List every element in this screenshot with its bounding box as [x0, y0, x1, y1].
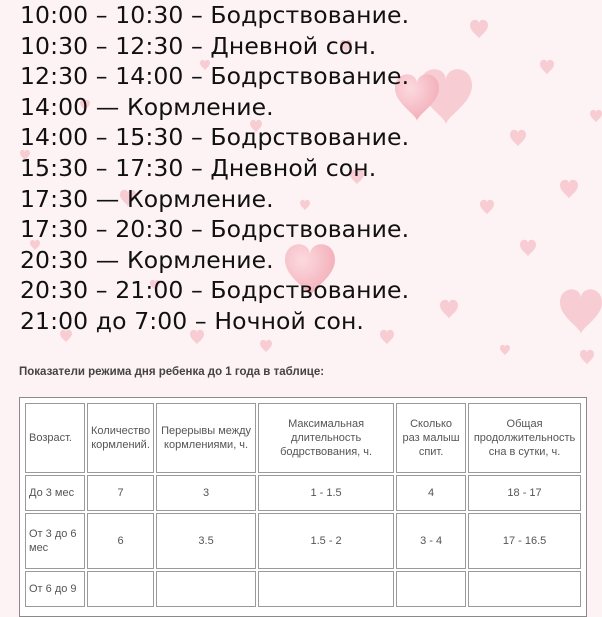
- schedule-line: 10:30 – 12:30 – Дневной сон.: [20, 31, 377, 60]
- table-cell: 18 - 17: [468, 475, 581, 511]
- header-cell: Общая продолжительность сна в сутки, ч.: [468, 403, 581, 473]
- header-cell: Сколько раз малыш спит.: [396, 403, 466, 473]
- table-cell: От 3 до 6 мес: [25, 513, 85, 569]
- schedule-line: 14:00 — Кормление.: [20, 92, 274, 121]
- table-cell: 3.5: [156, 513, 256, 569]
- table-cell: [87, 571, 154, 607]
- table-row: [25, 513, 581, 569]
- table-cell: 4: [396, 475, 466, 511]
- schedule-line: 17:30 – 20:30 – Бодрствование.: [20, 215, 410, 244]
- table-row: [25, 475, 581, 511]
- table-caption: Показатели режима дня ребенка до 1 года в таблице:: [19, 366, 325, 378]
- schedule-table-container: [19, 397, 587, 617]
- table-row: [25, 571, 581, 607]
- schedule-line: 14:00 – 15:30 – Бодрствование.: [20, 123, 410, 152]
- schedule-line: 12:30 – 14:00 – Бодрствование.: [20, 62, 410, 91]
- table-cell: 3: [156, 475, 256, 511]
- table-cell: [468, 571, 581, 607]
- table-cell: До 3 мес: [25, 475, 85, 511]
- header-cell: Перерывы между кормлениями, ч.: [156, 403, 256, 473]
- table-cell: 1 - 1.5: [258, 475, 394, 511]
- table-cell: [258, 571, 394, 607]
- schedule-line: 20:30 — Кормление.: [20, 245, 274, 274]
- header-cell: Максимальная длительность бодрствования, ч.: [258, 403, 394, 473]
- schedule-line: 17:30 — Кормление.: [20, 184, 274, 213]
- schedule-line: 10:00 – 10:30 – Бодрствование.: [20, 1, 410, 29]
- schedule-line: 15:30 – 17:30 – Дневной сон.: [20, 153, 377, 182]
- schedule-list: [20, 0, 409, 337]
- table-cell: 17 - 16.5: [468, 513, 581, 569]
- table-cell: 7: [87, 475, 154, 511]
- schedule-line: 20:30 – 21:00 – Бодрствование.: [20, 276, 410, 305]
- table-cell: [156, 571, 256, 607]
- table-cell: 3 - 4: [396, 513, 466, 569]
- header-cell: Количество кормлений.: [87, 403, 154, 473]
- table-header-row: [25, 403, 581, 473]
- schedule-line: 21:00 до 7:00 – Ночной сон.: [20, 306, 365, 335]
- table-cell: [396, 571, 466, 607]
- header-cell: Возраст.: [25, 403, 85, 473]
- schedule-table: [23, 401, 583, 609]
- table-cell: 1.5 - 2: [258, 513, 394, 569]
- table-cell: 6: [87, 513, 154, 569]
- table-cell: От 6 до 9: [25, 571, 85, 607]
